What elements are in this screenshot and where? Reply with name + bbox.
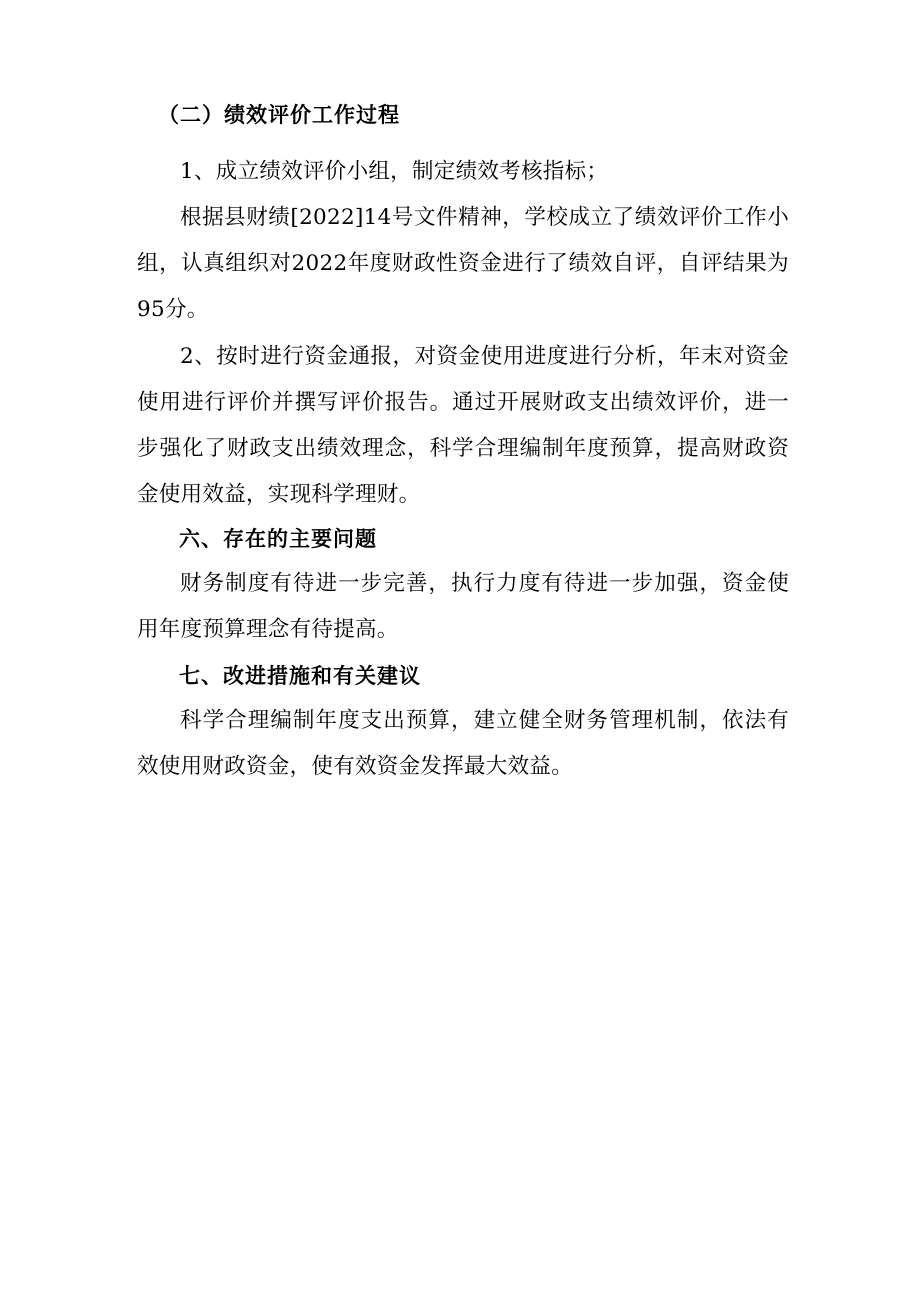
- section-heading-main-problems: 六、存在的主要问题: [179, 527, 377, 551]
- item-1-paragraph: 根据县财绩[2022]14号文件精神，学校成立了绩效评价工作小组，认真组织对2022年度财政性资金进行了绩效自评，自评结果为95分。: [137, 205, 789, 322]
- item-2-paragraph: 2、按时进行资金通报，对资金使用进度进行分析，年末对资金使用进行评价并撰写评价报告。通过开展财政支出绩效评价，进一步强化了财政支出绩效理念，科学合理编制年度预算，提高财政资金使用效益，实现科学理财。: [137, 344, 789, 507]
- section-heading-improvement-suggestions: 七、改进措施和有关建议: [179, 664, 421, 688]
- improvement-suggestions-paragraph: 科学合理编制年度支出预算，建立健全财务管理机制，依法有效使用财政资金，使有效资金发挥最大效益。: [137, 708, 789, 779]
- item-1-title: 1、成立绩效评价小组，制定绩效考核指标；: [180, 159, 609, 184]
- main-problems-paragraph: 财务制度有待进一步完善，执行力度有待进一步加强，资金使用年度预算理念有待提高。: [137, 571, 789, 642]
- section-heading-evaluation-process: （二）绩效评价工作过程: [158, 103, 400, 127]
